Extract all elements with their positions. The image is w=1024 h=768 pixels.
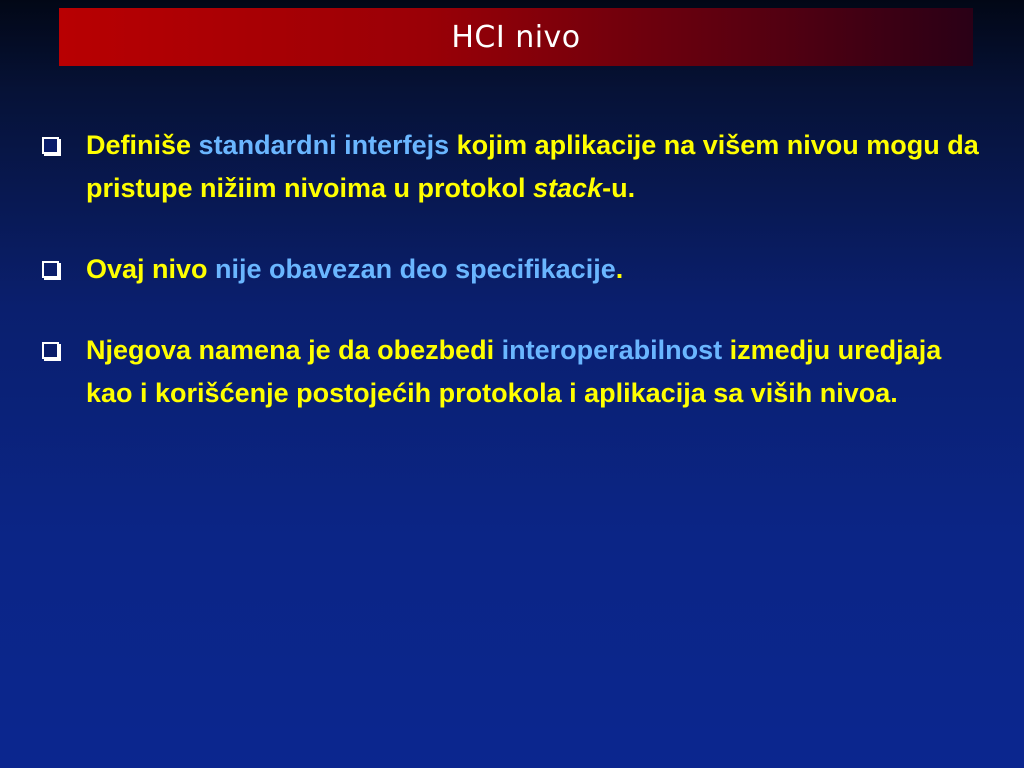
bullet-item: [40, 329, 980, 415]
slide-title: HCI nivo: [451, 19, 581, 55]
bullet-list: [40, 124, 980, 453]
bullet-text-segment: Ovaj nivo: [86, 254, 216, 284]
bullet-highlight-segment: interoperabilnost: [501, 335, 723, 365]
bullet-text-segment: kojim aplikacije na višem nivou mogu da pristupe nižiim nivoima u protokol: [86, 130, 979, 203]
hollow-square-bullet-icon: [42, 137, 59, 154]
bullet-italic-segment: stack: [533, 173, 603, 203]
bullet-item: [40, 248, 980, 291]
bullet-text-segment: .: [615, 254, 624, 284]
bullet-text-segment: -u.: [602, 173, 636, 203]
title-bar: [59, 8, 973, 66]
hollow-square-bullet-icon: [42, 342, 59, 359]
bullet-highlight-segment: standardni interfejs: [198, 130, 450, 160]
bullet-text-segment: Njegova namena je da obezbedi: [86, 335, 502, 365]
bullet-item: [40, 124, 980, 210]
hollow-square-bullet-icon: [42, 261, 59, 278]
bullet-highlight-segment: nije obavezan deo specifikacije: [215, 254, 616, 284]
bullet-text-segment: izmedju uredjaja kao i korišćenje postojećih protokola i aplikacija sa viših nivoa.: [86, 335, 942, 408]
bullet-text-segment: Definiše: [86, 130, 199, 160]
